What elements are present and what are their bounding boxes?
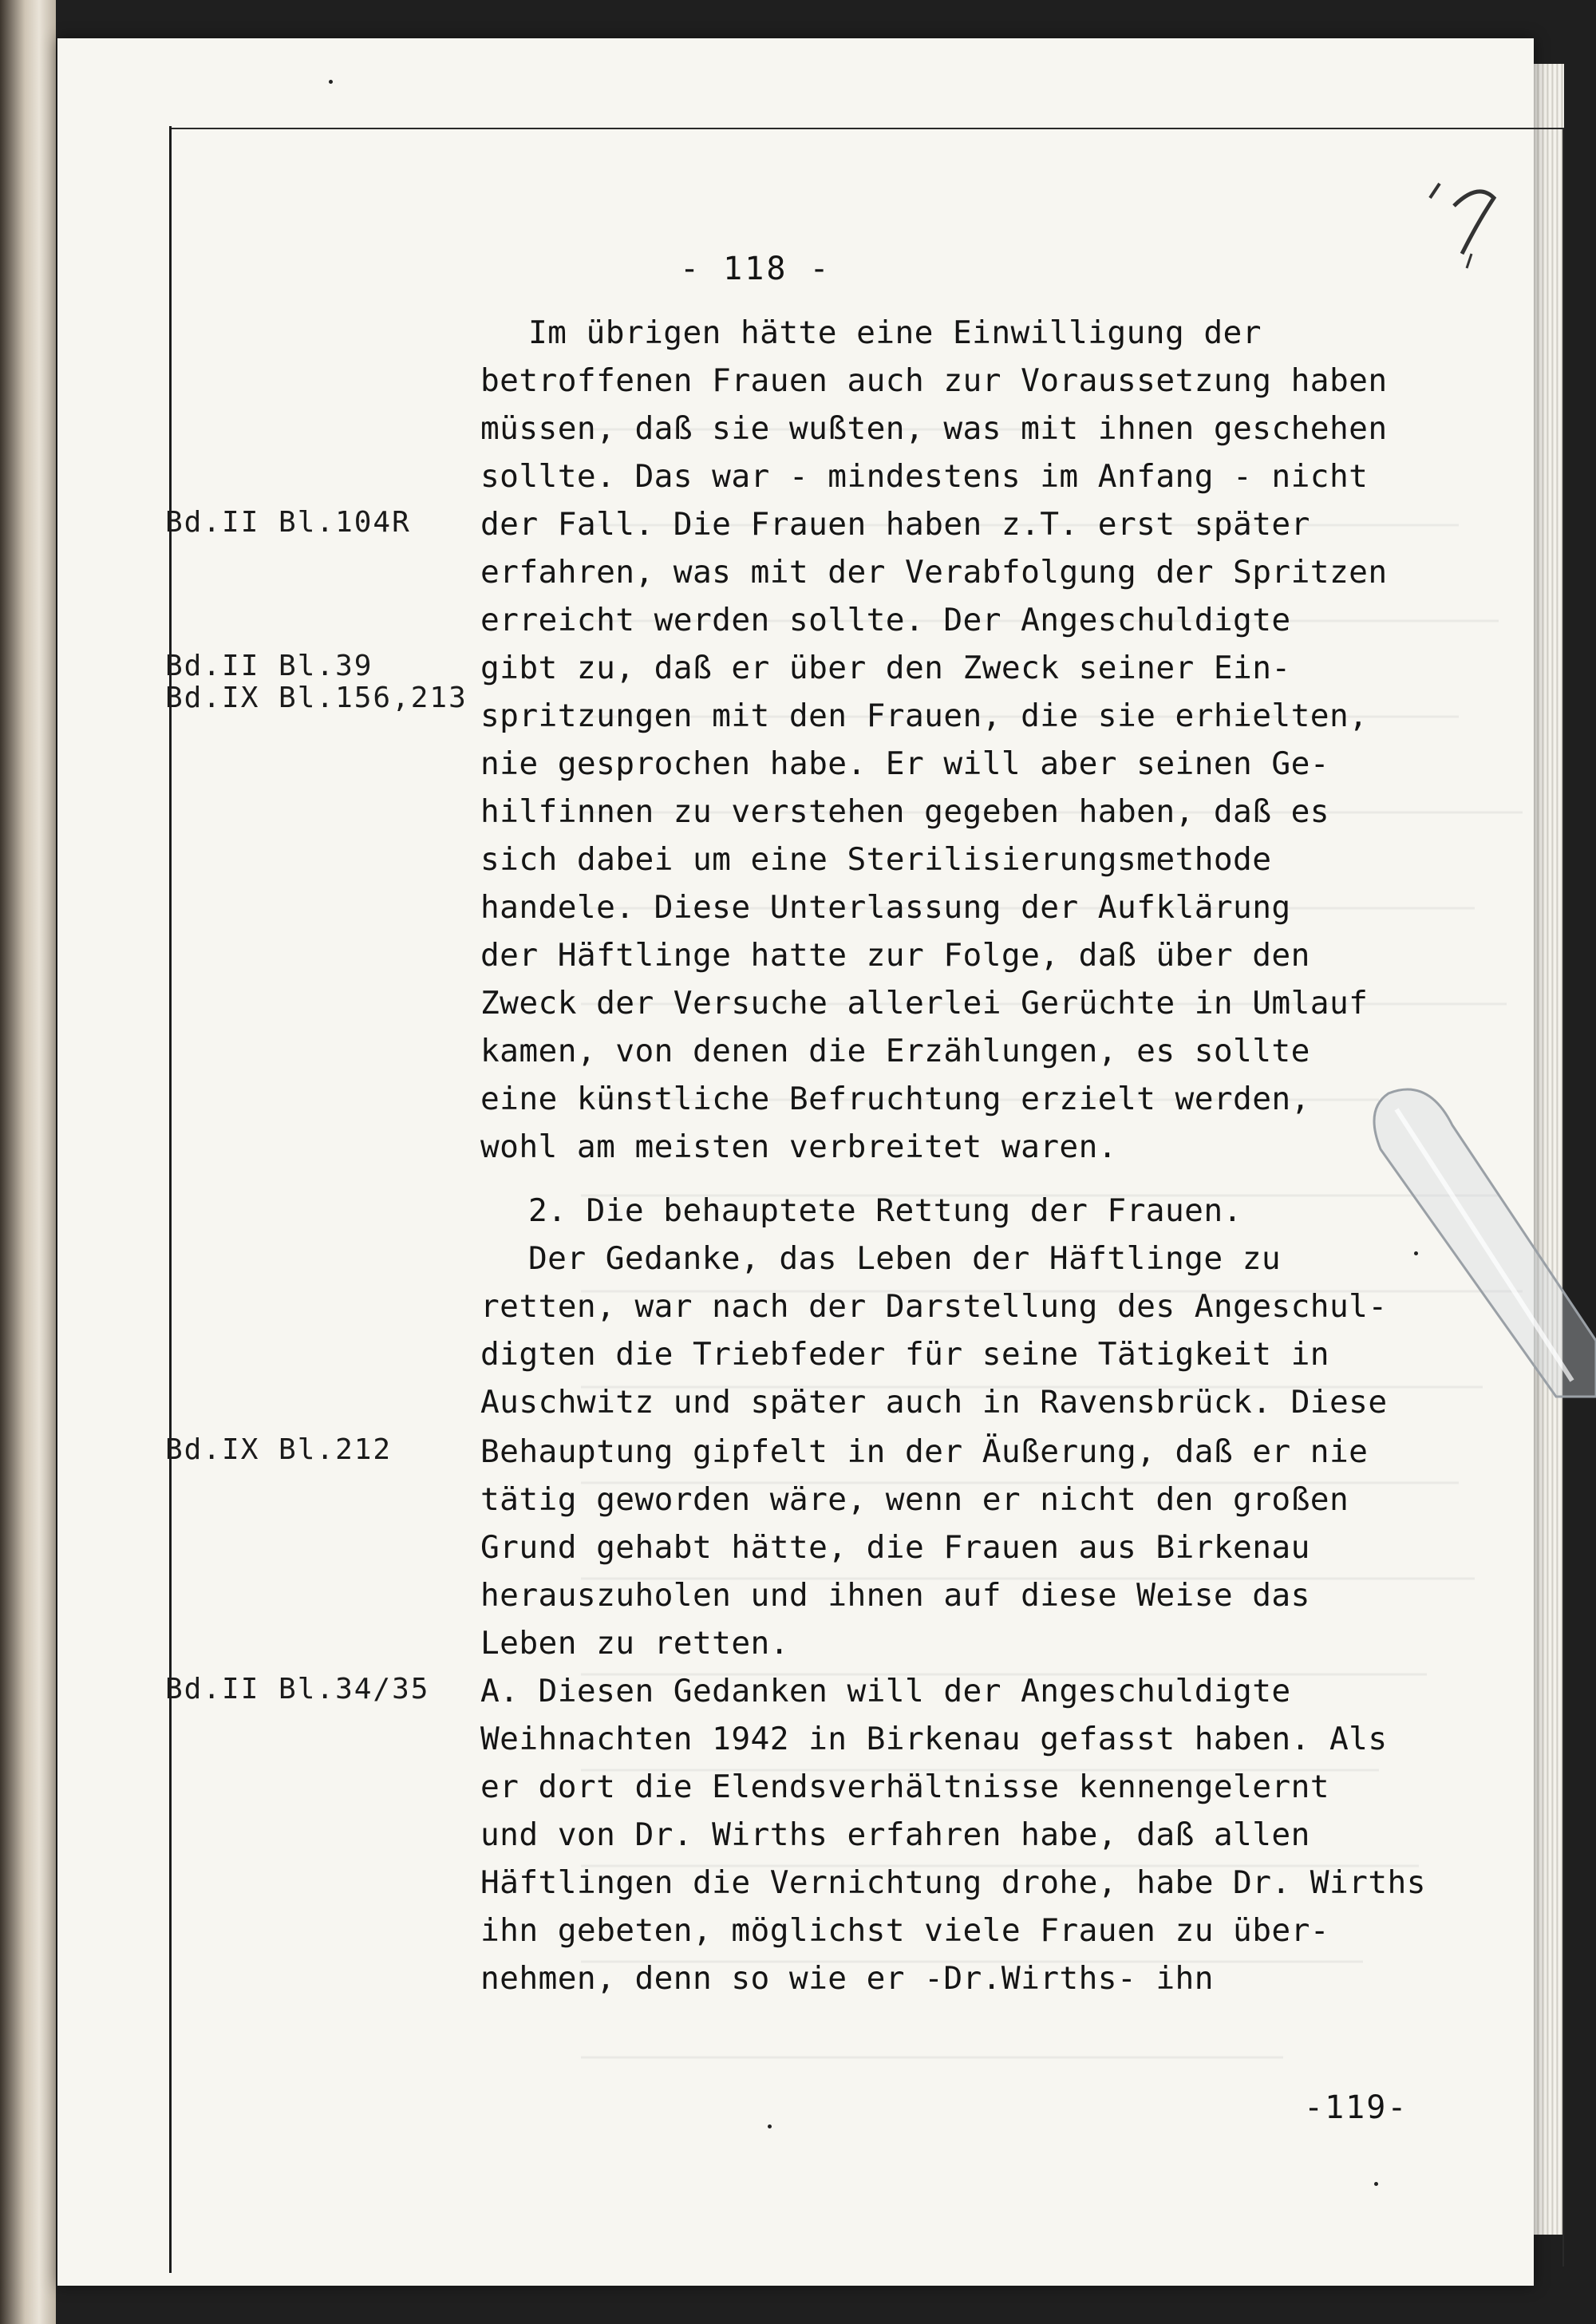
- margin-note: Bd.II Bl.104R: [165, 506, 411, 539]
- body-line: der Fall. Die Frauen haben z.T. erst später: [480, 506, 1310, 543]
- section-heading: 2. Die behauptete Rettung der Frauen.: [528, 1192, 1242, 1229]
- body-line: er dort die Elendsverhältnisse kennengelernt: [480, 1769, 1329, 1805]
- plastic-page-clip: [1357, 1077, 1596, 1413]
- body-line: ihn gebeten, möglichst viele Frauen zu über-: [480, 1912, 1329, 1949]
- body-line: gibt zu, daß er über den Zweck seiner Ein-: [480, 650, 1291, 686]
- body-line: nie gesprochen habe. Er will aber seinen Ge-: [480, 745, 1329, 782]
- body-line: spritzungen mit den Frauen, die sie erhielten,: [480, 698, 1369, 734]
- handwritten-folio-mark: [1422, 174, 1510, 270]
- margin-note: Bd.II Bl.39: [165, 650, 373, 682]
- body-line: eine künstliche Befruchtung erzielt werden,: [480, 1081, 1310, 1117]
- body-line: digten die Triebfeder für seine Tätigkeit in: [480, 1336, 1329, 1373]
- body-line: der Häftlinge hatte zur Folge, daß über den: [480, 937, 1310, 974]
- scan-speck: [329, 80, 333, 84]
- body-line: Leben zu retten.: [480, 1625, 789, 1662]
- body-line: herauszuholen und ihnen auf diese Weise das: [480, 1577, 1310, 1614]
- page-number: - 118 -: [680, 251, 832, 287]
- body-line: sich dabei um eine Sterilisierungsmethode: [480, 841, 1272, 878]
- body-line: wohl am meisten verbreitet waren.: [480, 1128, 1117, 1165]
- book-binding: [0, 0, 56, 2324]
- body-line: Im übrigen hätte eine Einwilligung der: [528, 314, 1262, 351]
- body-line: A. Diesen Gedanken will der Angeschuldigte: [480, 1673, 1291, 1709]
- body-line: und von Dr. Wirths erfahren habe, daß allen: [480, 1816, 1310, 1853]
- body-line: Häftlingen die Vernichtung drohe, habe Dr. Wirths: [480, 1864, 1426, 1901]
- body-line: handele. Diese Unterlassung der Aufklärung: [480, 889, 1291, 926]
- top-border-rule: [169, 128, 1562, 129]
- continuation-page-number: -119-: [1304, 2089, 1408, 2126]
- body-line: Der Gedanke, das Leben der Häftlinge zu: [528, 1240, 1282, 1277]
- scan-speck: [1374, 2182, 1378, 2186]
- margin-note: Bd.IX Bl.212: [165, 1433, 393, 1466]
- body-line: Grund gehabt hätte, die Frauen aus Birkenau: [480, 1529, 1310, 1566]
- body-line: erfahren, was mit der Verabfolgung der Spritzen: [480, 554, 1388, 591]
- body-line: Behauptung gipfelt in der Äußerung, daß er nie: [480, 1433, 1369, 1470]
- body-line: nehmen, denn so wie er -Dr.Wirths- ihn: [480, 1960, 1214, 1997]
- body-line: kamen, von denen die Erzählungen, es sollte: [480, 1033, 1310, 1069]
- body-line: retten, war nach der Darstellung des Angeschul-: [480, 1288, 1388, 1325]
- margin-note: Bd.IX Bl.156,213: [165, 682, 468, 714]
- margin-note: Bd.II Bl.34/35: [165, 1673, 430, 1705]
- body-line: Auschwitz und später auch in Ravensbrück. Diese: [480, 1384, 1388, 1421]
- body-line: müssen, daß sie wußten, was mit ihnen geschehen: [480, 410, 1388, 447]
- body-line: Weihnachten 1942 in Birkenau gefasst haben. Als: [480, 1721, 1388, 1757]
- document-page: [57, 38, 1534, 2286]
- body-line: tätig geworden wäre, wenn er nicht den großen: [480, 1481, 1349, 1518]
- body-line: erreicht werden sollte. Der Angeschuldigte: [480, 602, 1291, 638]
- body-line: betroffenen Frauen auch zur Voraussetzung haben: [480, 362, 1388, 399]
- margin-rule: [169, 126, 172, 2273]
- body-line: sollte. Das war - mindestens im Anfang - nicht: [480, 458, 1369, 495]
- body-line: Zweck der Versuche allerlei Gerüchte in Umlauf: [480, 985, 1369, 1022]
- body-line: hilfinnen zu verstehen gegeben haben, daß es: [480, 793, 1329, 830]
- scan-speck: [768, 2124, 772, 2128]
